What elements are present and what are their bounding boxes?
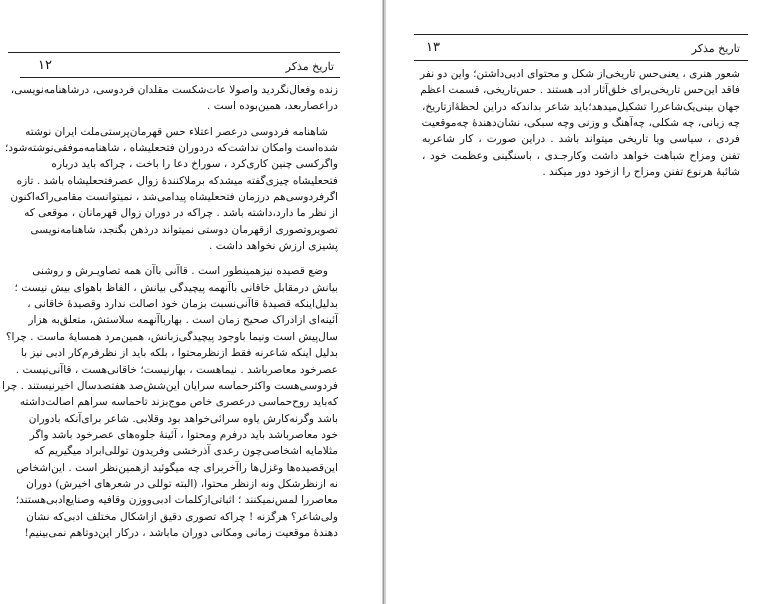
text-line: شائبهٔ هرنوع تفنن ومزاح را ازخود دور میکند . bbox=[542, 166, 740, 179]
right-page-header bbox=[426, 40, 740, 58]
text-line: وضع قصیده نیزهمینطور است . قاآنی باآن همه تصاویـرش و روشنی bbox=[32, 265, 328, 278]
text-line: آئینه‌ای ازادراک صحیح زمان است . بهاربا‌آنهمه سلاستش، متعلق‌به هزار bbox=[28, 314, 338, 327]
right-page bbox=[386, 0, 768, 604]
text-line: سال‌پیش است ونیما باوجود پیچیدگی‌زبانش، همین‌مرد همسایهٔ ماست . چرا؟ bbox=[5, 330, 338, 343]
text-line: فاقد این‌حس تاریخی‌برای خلق‌آثار ادبـ هستند . حس‌تاریخی، قسمت اعظم bbox=[420, 84, 740, 97]
text-line: بدلیل اینکه شاعرنه فقط ازنظرمحتوا ، بلکه باید از نظرفرم‌کار ادبی نیز با bbox=[20, 347, 338, 360]
text-line: واگرکسی چنین کاری‌کرد ، سوراخ دعا را باخت ، چراکه باید درباره bbox=[51, 158, 338, 171]
right-header-rule-top bbox=[414, 34, 748, 35]
text-line: شده‌است وامکان نداشت‌که دردوران فتحعلیشاه ، شاهنامه‌موفقی‌نوشته‌شود؛ bbox=[4, 142, 338, 155]
text-line: پشیزی ارزش نخواهد داشت . bbox=[209, 240, 338, 253]
text-line: فردی ، سیاسی ویا تاریخی میتواند باشد . دراین صورت ، کار شاعربه bbox=[422, 133, 740, 146]
text-line: شاهنامه فردوسی درعصر اعتلاء حس قهرمان‌پرستی‌ملت ایران نوشته bbox=[25, 125, 328, 138]
left-page bbox=[0, 0, 382, 604]
text-line: باشد وگرنه‌کارش یاوه سرائی‌خواهد بود وقلابی. شاعر برای‌آنکه بادوران bbox=[28, 412, 338, 425]
left-page-header bbox=[38, 58, 334, 76]
text-line: مثلا‌مایه اشخاصی‌چون رعدی آذرخشی وفریدون توللی‌ابراد میگیریم که bbox=[33, 445, 338, 458]
text-line: شعور هنری ، یعنی‌حس تاریخی‌از شکل و محتوای ادبی‌داشتن؛ واین دو نفر bbox=[419, 68, 740, 80]
text-line: ولی‌شاعر؟ هرگزنه ! چراکه تصوری دقیق ازاشکال مختلف ادبی‌که نشان bbox=[26, 510, 338, 523]
right-running-title: تاریخ مذکر bbox=[691, 42, 740, 55]
text-line: خود معاصرباشد باید درفرم ومحتوا ، آئینهٔ جلوه‌های عصرخود باشد واگر bbox=[29, 428, 338, 441]
right-page-number: ١٣ bbox=[426, 40, 440, 55]
text-line: فردوسی‌هست واکثرحماسه سرایان این‌شش‌صد هفتصدسال اخیرنیستند . چرا bbox=[1, 379, 338, 392]
text-line: چه زبانی، چه شکلی، چه‌آهنگ و وزنی وچه سبکی، نشان‌دهندهٔ چه‌موقعیت bbox=[421, 117, 740, 130]
text-line: که‌باید روح‌حماسی درعصری خاص موج‌بزند تاحماسه سراهم اصالت‌داشته bbox=[19, 396, 338, 409]
left-running-title: تاریخ مذکر bbox=[285, 60, 334, 73]
text-line: زنده وفعال‌نگردید واصولا عات‌شکست مقلدان فردوسی، درشاهنامه‌نویسی، bbox=[10, 84, 338, 96]
right-header-rule-bottom bbox=[414, 60, 748, 61]
text-line: بدلیل‌اینکه قصیدهٔ قاآنی‌نسبت بزمان خود اصالت ندارد وقصیدهٔ خاقانی ، bbox=[27, 298, 338, 311]
left-page-number: ١٢ bbox=[38, 58, 52, 73]
text-line: عصرخود معاصرباشد . نیماهست ، بهارنیست؛ خاقانی‌هست ، قاآنی‌نیست . bbox=[15, 363, 338, 376]
text-line: اگرفردوسی‌هم درزمان فتحعلیشاه پیدامی‌شد ، نمیتوانست مقامی‌راکه‌اکنون bbox=[10, 191, 338, 204]
text-line: تصویروتصوری ازقهرمان دوستی نمیتواند درذهن بگنجد، شاهنامه‌نویسی bbox=[30, 223, 338, 236]
text-line: فتحعلیشاه چیزی‌گفته میشدکه برملاکنندهٔ زوال عصرفتحعلیشاه باشد . تازه bbox=[16, 174, 338, 187]
text-line: بیانش درمقابل خاقانی باآنهمه پیچیدگی بیانش ، الفاظ باهوای بیش نیست ؛ bbox=[14, 281, 338, 294]
left-header-rule bbox=[8, 52, 340, 53]
left-header-rule-bottom bbox=[20, 77, 340, 78]
text-line: این‌قصیده‌ها وغزل‌ها راآخربرای چه میگوئید ازهمین‌نظر است . این‌اشخاص bbox=[16, 461, 338, 474]
text-line: معاصررا لمس‌نمیکنند ؛ اثباتی‌ازکلمات ادبی‌ووزن وقافیه وصنایع‌ادبی‌هستند؛ bbox=[15, 494, 338, 507]
text-line: جهان بینی‌یک‌شاعررا تشکیل‌میدهد؛باید شاعر بداندکه دراین لحظهٔ‌ازتاریخ، bbox=[422, 100, 740, 113]
text-line: از نظر ما دارد،داشته باشد . چراکه در دوران زوال قهرمانان ، موقعی که bbox=[24, 207, 338, 220]
text-line: دهندهٔ موقعیت زمانی ومکانی دوران ماباشد ، درکار این‌دوتاهم نمی‌بینیم! bbox=[24, 526, 338, 539]
left-page-body bbox=[1, 82, 338, 541]
text-line: نه ازنظرشکل ونه ازنظر محتوا، (البته توللی در شعرهای اخیرش) دوران bbox=[26, 477, 338, 490]
right-page-body bbox=[419, 66, 740, 180]
text-line: تفنن ومزاح شباهت خواهد داشت وکارجـدی ، باسنگینی وعظمت خود ، bbox=[422, 149, 740, 162]
text-line: دراعصاربعد، همین‌بوده است . bbox=[206, 100, 338, 113]
